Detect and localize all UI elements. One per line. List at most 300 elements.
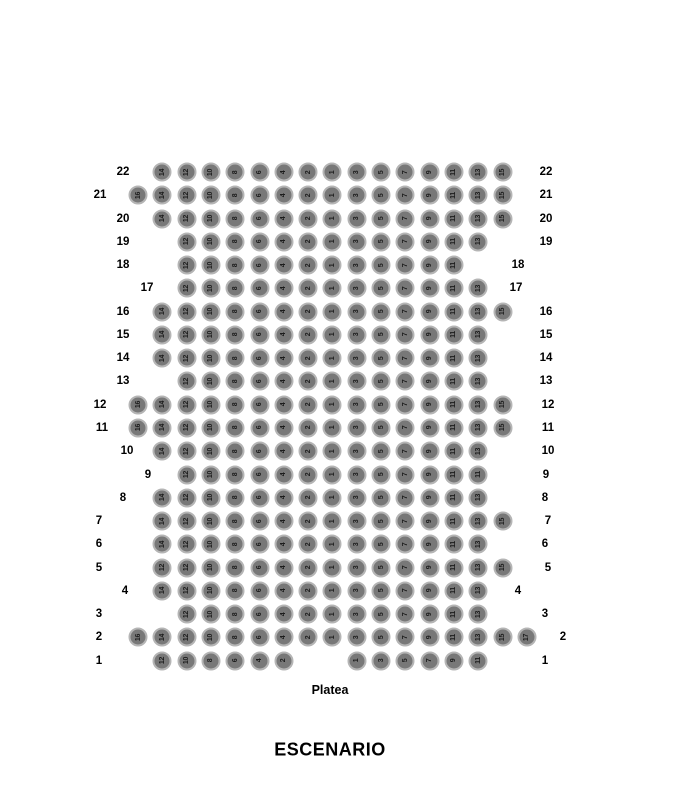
seat[interactable] xyxy=(444,465,463,484)
seat[interactable] xyxy=(444,442,463,461)
seat[interactable] xyxy=(153,325,172,344)
seat[interactable] xyxy=(153,535,172,554)
seat[interactable] xyxy=(372,395,391,414)
seat[interactable] xyxy=(396,465,415,484)
seat[interactable] xyxy=(493,163,512,182)
seat[interactable] xyxy=(226,488,245,507)
seat[interactable] xyxy=(396,488,415,507)
seat[interactable] xyxy=(493,209,512,228)
seat[interactable] xyxy=(177,372,196,391)
seat[interactable] xyxy=(469,488,488,507)
seat[interactable] xyxy=(396,442,415,461)
seat[interactable] xyxy=(323,232,342,251)
seat[interactable] xyxy=(396,651,415,670)
seat[interactable] xyxy=(444,535,463,554)
seat[interactable] xyxy=(250,395,269,414)
seat[interactable] xyxy=(299,581,318,600)
seat[interactable] xyxy=(250,163,269,182)
seat[interactable] xyxy=(299,442,318,461)
seat[interactable] xyxy=(323,628,342,647)
seat[interactable] xyxy=(493,302,512,321)
seat[interactable] xyxy=(177,302,196,321)
seat[interactable] xyxy=(493,395,512,414)
seat[interactable] xyxy=(323,395,342,414)
seat[interactable] xyxy=(396,325,415,344)
seat[interactable] xyxy=(177,488,196,507)
seat[interactable] xyxy=(153,488,172,507)
seat[interactable] xyxy=(469,651,488,670)
seat[interactable] xyxy=(517,628,536,647)
seat[interactable] xyxy=(420,209,439,228)
seat[interactable] xyxy=(347,186,366,205)
seat[interactable] xyxy=(396,163,415,182)
seat[interactable] xyxy=(274,372,293,391)
seat[interactable] xyxy=(299,418,318,437)
seat[interactable] xyxy=(274,302,293,321)
seat[interactable] xyxy=(372,163,391,182)
seat[interactable] xyxy=(396,209,415,228)
seat[interactable] xyxy=(299,232,318,251)
seat[interactable] xyxy=(153,395,172,414)
seat[interactable] xyxy=(420,395,439,414)
seat[interactable] xyxy=(347,512,366,531)
seat[interactable] xyxy=(396,186,415,205)
seat[interactable] xyxy=(323,512,342,531)
seat[interactable] xyxy=(469,418,488,437)
seat[interactable] xyxy=(372,651,391,670)
seat[interactable] xyxy=(444,512,463,531)
seat[interactable] xyxy=(250,418,269,437)
seat[interactable] xyxy=(153,163,172,182)
seat[interactable] xyxy=(372,418,391,437)
seat[interactable] xyxy=(226,628,245,647)
seat[interactable] xyxy=(420,186,439,205)
seat[interactable] xyxy=(201,535,220,554)
seat[interactable] xyxy=(201,209,220,228)
seat[interactable] xyxy=(469,209,488,228)
seat[interactable] xyxy=(469,605,488,624)
seat[interactable] xyxy=(226,535,245,554)
seat[interactable] xyxy=(444,605,463,624)
seat[interactable] xyxy=(347,442,366,461)
seat[interactable] xyxy=(299,163,318,182)
seat[interactable] xyxy=(347,395,366,414)
seat[interactable] xyxy=(274,209,293,228)
seat[interactable] xyxy=(177,232,196,251)
seat[interactable] xyxy=(201,488,220,507)
seat[interactable] xyxy=(323,442,342,461)
seat[interactable] xyxy=(372,209,391,228)
seat[interactable] xyxy=(226,256,245,275)
seat[interactable] xyxy=(299,628,318,647)
seat[interactable] xyxy=(250,232,269,251)
seat[interactable] xyxy=(177,628,196,647)
seat[interactable] xyxy=(250,535,269,554)
seat[interactable] xyxy=(226,395,245,414)
seat[interactable] xyxy=(323,209,342,228)
seat[interactable] xyxy=(469,349,488,368)
seat[interactable] xyxy=(201,279,220,298)
seat[interactable] xyxy=(299,605,318,624)
seat[interactable] xyxy=(420,256,439,275)
seat[interactable] xyxy=(201,558,220,577)
seat[interactable] xyxy=(347,605,366,624)
seat[interactable] xyxy=(469,325,488,344)
seat[interactable] xyxy=(396,558,415,577)
seat[interactable] xyxy=(274,325,293,344)
seat[interactable] xyxy=(444,395,463,414)
seat[interactable] xyxy=(153,302,172,321)
seat[interactable] xyxy=(444,651,463,670)
seat[interactable] xyxy=(274,512,293,531)
seat[interactable] xyxy=(226,325,245,344)
seat[interactable] xyxy=(420,488,439,507)
seat[interactable] xyxy=(372,488,391,507)
seat[interactable] xyxy=(299,512,318,531)
seat[interactable] xyxy=(201,418,220,437)
seat[interactable] xyxy=(347,558,366,577)
seat[interactable] xyxy=(153,651,172,670)
seat[interactable] xyxy=(250,256,269,275)
seat[interactable] xyxy=(299,325,318,344)
seat[interactable] xyxy=(201,395,220,414)
seat[interactable] xyxy=(299,349,318,368)
seat[interactable] xyxy=(323,256,342,275)
seat[interactable] xyxy=(177,442,196,461)
seat[interactable] xyxy=(177,651,196,670)
seat[interactable] xyxy=(347,325,366,344)
seat[interactable] xyxy=(153,209,172,228)
seat[interactable] xyxy=(177,418,196,437)
seat[interactable] xyxy=(444,581,463,600)
seat[interactable] xyxy=(201,628,220,647)
seat[interactable] xyxy=(469,232,488,251)
seat[interactable] xyxy=(323,302,342,321)
seat[interactable] xyxy=(153,581,172,600)
seat[interactable] xyxy=(250,512,269,531)
seat[interactable] xyxy=(323,325,342,344)
seat[interactable] xyxy=(469,628,488,647)
seat[interactable] xyxy=(420,558,439,577)
seat[interactable] xyxy=(444,256,463,275)
seat[interactable] xyxy=(250,558,269,577)
seat[interactable] xyxy=(274,442,293,461)
seat[interactable] xyxy=(372,256,391,275)
seat[interactable] xyxy=(347,418,366,437)
seat[interactable] xyxy=(493,186,512,205)
seat[interactable] xyxy=(177,581,196,600)
seat[interactable] xyxy=(469,395,488,414)
seat[interactable] xyxy=(274,279,293,298)
seat[interactable] xyxy=(469,442,488,461)
seat[interactable] xyxy=(323,163,342,182)
seat[interactable] xyxy=(299,256,318,275)
seat[interactable] xyxy=(274,558,293,577)
seat[interactable] xyxy=(299,279,318,298)
seat[interactable] xyxy=(444,209,463,228)
seat[interactable] xyxy=(469,372,488,391)
seat[interactable] xyxy=(226,418,245,437)
seat[interactable] xyxy=(153,349,172,368)
seat[interactable] xyxy=(372,581,391,600)
seat[interactable] xyxy=(177,279,196,298)
seat[interactable] xyxy=(372,349,391,368)
seat[interactable] xyxy=(493,512,512,531)
seat[interactable] xyxy=(372,605,391,624)
seat[interactable] xyxy=(396,302,415,321)
seat[interactable] xyxy=(347,256,366,275)
seat[interactable] xyxy=(420,418,439,437)
seat[interactable] xyxy=(129,418,148,437)
seat[interactable] xyxy=(250,581,269,600)
seat[interactable] xyxy=(201,512,220,531)
seat[interactable] xyxy=(420,628,439,647)
seat[interactable] xyxy=(250,605,269,624)
seat[interactable] xyxy=(372,535,391,554)
seat[interactable] xyxy=(201,232,220,251)
seat[interactable] xyxy=(323,186,342,205)
seat[interactable] xyxy=(420,325,439,344)
seat[interactable] xyxy=(396,232,415,251)
seat[interactable] xyxy=(420,581,439,600)
seat[interactable] xyxy=(444,325,463,344)
seat[interactable] xyxy=(444,628,463,647)
seat[interactable] xyxy=(372,325,391,344)
seat[interactable] xyxy=(372,302,391,321)
seat[interactable] xyxy=(226,372,245,391)
seat[interactable] xyxy=(226,442,245,461)
seat[interactable] xyxy=(226,512,245,531)
seat[interactable] xyxy=(226,465,245,484)
seat[interactable] xyxy=(347,279,366,298)
seat[interactable] xyxy=(372,558,391,577)
seat[interactable] xyxy=(177,465,196,484)
seat[interactable] xyxy=(444,372,463,391)
seat[interactable] xyxy=(226,186,245,205)
seat[interactable] xyxy=(250,325,269,344)
seat[interactable] xyxy=(274,581,293,600)
seat[interactable] xyxy=(323,418,342,437)
seat[interactable] xyxy=(444,488,463,507)
seat[interactable] xyxy=(372,512,391,531)
seat[interactable] xyxy=(444,163,463,182)
seat[interactable] xyxy=(396,279,415,298)
seat[interactable] xyxy=(444,418,463,437)
seat[interactable] xyxy=(372,186,391,205)
seat[interactable] xyxy=(347,209,366,228)
seat[interactable] xyxy=(153,186,172,205)
seat[interactable] xyxy=(274,488,293,507)
seat[interactable] xyxy=(372,232,391,251)
seat[interactable] xyxy=(177,186,196,205)
seat[interactable] xyxy=(250,279,269,298)
seat[interactable] xyxy=(420,512,439,531)
seat[interactable] xyxy=(323,558,342,577)
seat[interactable] xyxy=(347,628,366,647)
seat[interactable] xyxy=(274,535,293,554)
seat[interactable] xyxy=(493,418,512,437)
seat[interactable] xyxy=(299,535,318,554)
seat[interactable] xyxy=(129,628,148,647)
seat[interactable] xyxy=(201,651,220,670)
seat[interactable] xyxy=(347,163,366,182)
seat[interactable] xyxy=(299,302,318,321)
seat[interactable] xyxy=(201,465,220,484)
seat[interactable] xyxy=(347,302,366,321)
seat[interactable] xyxy=(469,163,488,182)
seat[interactable] xyxy=(153,442,172,461)
seat[interactable] xyxy=(444,186,463,205)
seat[interactable] xyxy=(250,349,269,368)
seat[interactable] xyxy=(323,372,342,391)
seat[interactable] xyxy=(469,279,488,298)
seat[interactable] xyxy=(420,279,439,298)
seat[interactable] xyxy=(250,465,269,484)
seat[interactable] xyxy=(347,488,366,507)
seat[interactable] xyxy=(177,512,196,531)
seat[interactable] xyxy=(177,349,196,368)
seat[interactable] xyxy=(250,651,269,670)
seat[interactable] xyxy=(347,651,366,670)
seat[interactable] xyxy=(396,535,415,554)
seat[interactable] xyxy=(201,186,220,205)
seat[interactable] xyxy=(250,628,269,647)
seat[interactable] xyxy=(299,558,318,577)
seat[interactable] xyxy=(372,442,391,461)
seat[interactable] xyxy=(323,279,342,298)
seat[interactable] xyxy=(469,302,488,321)
seat[interactable] xyxy=(396,628,415,647)
seat[interactable] xyxy=(177,256,196,275)
seat[interactable] xyxy=(177,558,196,577)
seat[interactable] xyxy=(420,442,439,461)
seat[interactable] xyxy=(274,232,293,251)
seat[interactable] xyxy=(177,395,196,414)
seat[interactable] xyxy=(274,605,293,624)
seat[interactable] xyxy=(299,186,318,205)
seat[interactable] xyxy=(226,651,245,670)
seat[interactable] xyxy=(226,605,245,624)
seat[interactable] xyxy=(226,163,245,182)
seat[interactable] xyxy=(396,418,415,437)
seat[interactable] xyxy=(323,349,342,368)
seat[interactable] xyxy=(347,535,366,554)
seat[interactable] xyxy=(420,465,439,484)
seat[interactable] xyxy=(177,605,196,624)
seat[interactable] xyxy=(226,349,245,368)
seat[interactable] xyxy=(274,628,293,647)
seat[interactable] xyxy=(274,465,293,484)
seat[interactable] xyxy=(420,372,439,391)
seat[interactable] xyxy=(396,581,415,600)
seat[interactable] xyxy=(469,465,488,484)
seat[interactable] xyxy=(420,535,439,554)
seat[interactable] xyxy=(493,558,512,577)
seat[interactable] xyxy=(250,442,269,461)
seat[interactable] xyxy=(177,535,196,554)
seat[interactable] xyxy=(250,186,269,205)
seat[interactable] xyxy=(420,232,439,251)
seat[interactable] xyxy=(420,605,439,624)
seat[interactable] xyxy=(372,628,391,647)
seat[interactable] xyxy=(372,372,391,391)
seat[interactable] xyxy=(420,163,439,182)
seat[interactable] xyxy=(323,465,342,484)
seat[interactable] xyxy=(201,256,220,275)
seat[interactable] xyxy=(177,209,196,228)
seat[interactable] xyxy=(201,581,220,600)
seat[interactable] xyxy=(347,232,366,251)
seat[interactable] xyxy=(299,372,318,391)
seat[interactable] xyxy=(493,628,512,647)
seat[interactable] xyxy=(250,302,269,321)
seat[interactable] xyxy=(153,512,172,531)
seat[interactable] xyxy=(469,512,488,531)
seat[interactable] xyxy=(177,325,196,344)
seat[interactable] xyxy=(226,558,245,577)
seat[interactable] xyxy=(274,256,293,275)
seat[interactable] xyxy=(201,349,220,368)
seat[interactable] xyxy=(226,209,245,228)
seat[interactable] xyxy=(396,512,415,531)
seat[interactable] xyxy=(323,605,342,624)
seat[interactable] xyxy=(201,163,220,182)
seat[interactable] xyxy=(201,605,220,624)
seat[interactable] xyxy=(420,302,439,321)
seat[interactable] xyxy=(153,418,172,437)
seat[interactable] xyxy=(469,558,488,577)
seat[interactable] xyxy=(444,279,463,298)
seat[interactable] xyxy=(372,465,391,484)
seat[interactable] xyxy=(396,372,415,391)
seat[interactable] xyxy=(250,372,269,391)
seat[interactable] xyxy=(274,349,293,368)
seat[interactable] xyxy=(347,372,366,391)
seat[interactable] xyxy=(250,488,269,507)
seat[interactable] xyxy=(347,349,366,368)
seat[interactable] xyxy=(274,163,293,182)
seat[interactable] xyxy=(323,488,342,507)
seat[interactable] xyxy=(323,535,342,554)
seat[interactable] xyxy=(444,558,463,577)
seat[interactable] xyxy=(396,395,415,414)
seat[interactable] xyxy=(226,302,245,321)
seat[interactable] xyxy=(372,279,391,298)
seat[interactable] xyxy=(250,209,269,228)
seat[interactable] xyxy=(274,186,293,205)
seat[interactable] xyxy=(201,372,220,391)
seat[interactable] xyxy=(420,651,439,670)
seat[interactable] xyxy=(299,488,318,507)
seat[interactable] xyxy=(469,535,488,554)
seat[interactable] xyxy=(347,465,366,484)
seat[interactable] xyxy=(347,581,366,600)
seat[interactable] xyxy=(299,209,318,228)
seat[interactable] xyxy=(177,163,196,182)
seat[interactable] xyxy=(153,558,172,577)
seat[interactable] xyxy=(129,186,148,205)
seat[interactable] xyxy=(274,651,293,670)
seat[interactable] xyxy=(396,605,415,624)
seat[interactable] xyxy=(444,302,463,321)
seat[interactable] xyxy=(153,628,172,647)
seat[interactable] xyxy=(226,232,245,251)
seat[interactable] xyxy=(469,581,488,600)
seat[interactable] xyxy=(396,349,415,368)
seat[interactable] xyxy=(274,395,293,414)
seat[interactable] xyxy=(274,418,293,437)
seat[interactable] xyxy=(323,581,342,600)
